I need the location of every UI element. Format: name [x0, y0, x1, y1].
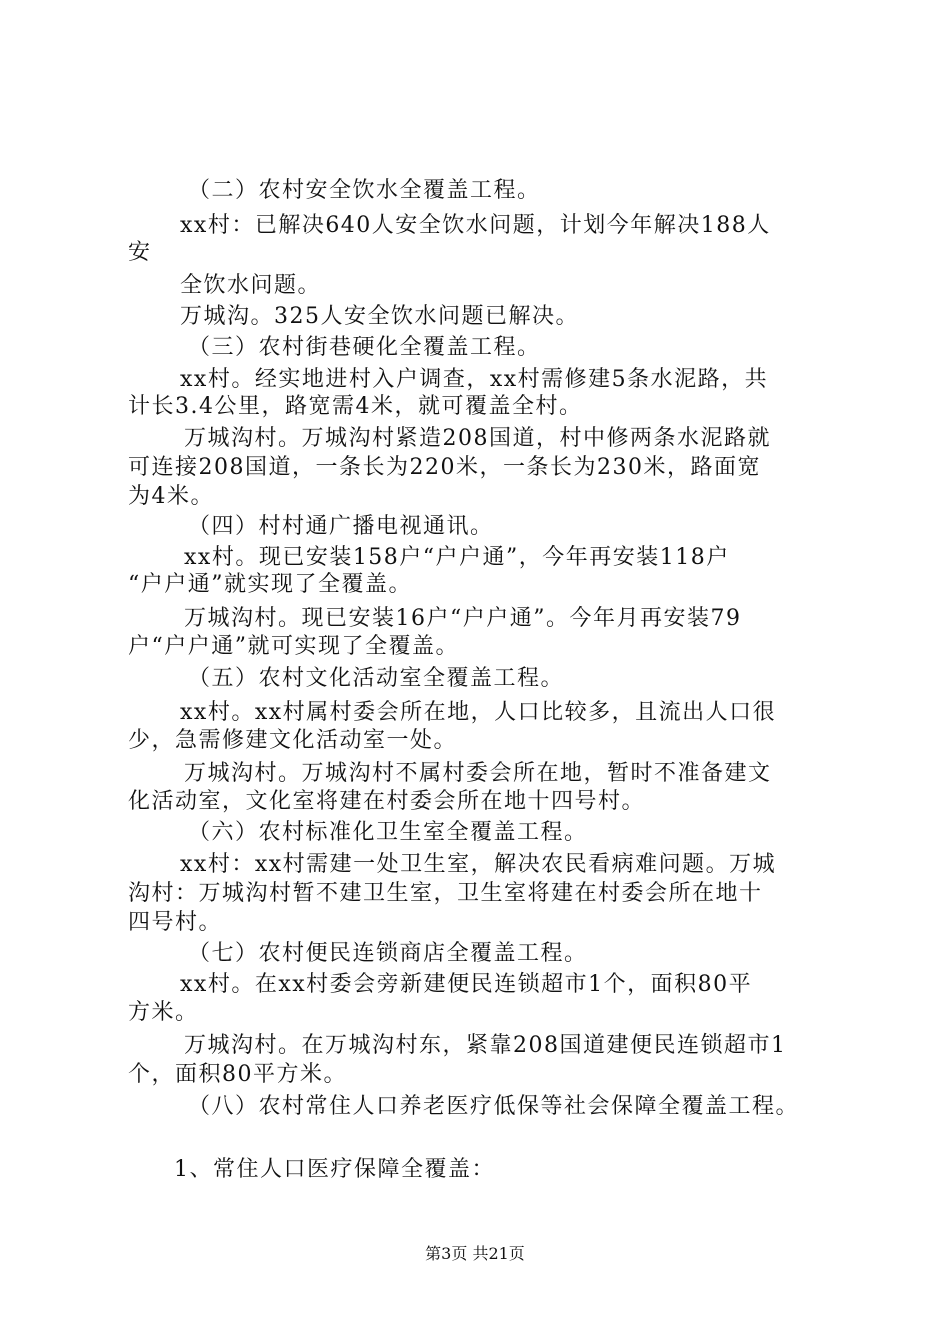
- paragraph-line: xx村。现已安装158户“户户通”，今年再安装118户: [184, 545, 730, 570]
- paragraph-line: 四号村。: [128, 910, 223, 935]
- paragraph-line: 万城沟村。现已安装16户“户户通”。今年月再安装79: [184, 606, 742, 631]
- paragraph-line: 全饮水问题。: [180, 273, 322, 298]
- section-heading-3: （三）农村街巷硬化全覆盖工程。: [188, 335, 541, 360]
- subsection-heading: 1、常住人口医疗保障全覆盖：: [174, 1157, 495, 1182]
- paragraph-line: 户“户户通”就可实现了全覆盖。: [128, 634, 459, 659]
- paragraph-line: 万城沟。325人安全饮水问题已解决。: [180, 304, 579, 329]
- section-heading-8: （八）农村常住人口养老医疗低保等社会保障全覆盖工程。: [188, 1094, 800, 1119]
- section-heading-7: （七）农村便民连锁商店全覆盖工程。: [188, 941, 588, 966]
- paragraph-line: 方米。: [128, 1000, 199, 1025]
- paragraph-line: xx村：已解决640人安全饮水问题，计划今年解决188人: [180, 213, 771, 238]
- paragraph-line: 少，急需修建文化活动室一处。: [128, 728, 458, 753]
- paragraph-line: xx村。xx村属村委会所在地，人口比较多，且流出人口很: [180, 700, 777, 725]
- paragraph-line: “户户通”就实现了全覆盖。: [128, 572, 412, 597]
- paragraph-line: 计长3.4公里，路宽需4米，就可覆盖全村。: [128, 394, 583, 419]
- paragraph-line: 个，面积80平方米。: [128, 1062, 347, 1087]
- paragraph-line: xx村。在xx村委会旁新建便民连锁超市1个，面积80平: [180, 972, 753, 997]
- paragraph-line: xx村：xx村需建一处卫生室，解决农民看病难问题。万城: [180, 852, 777, 877]
- section-heading-4: （四）村村通广播电视通讯。: [188, 514, 494, 539]
- paragraph-line: 沟村：万城沟村暂不建卫生室，卫生室将建在村委会所在地十: [128, 881, 763, 906]
- paragraph-line: xx村。经实地进村入户调查，xx村需修建5条水泥路，共: [180, 367, 769, 392]
- paragraph-line: 化活动室，文化室将建在村委会所在地十四号村。: [128, 789, 646, 814]
- section-heading-2: （二）农村安全饮水全覆盖工程。: [188, 178, 541, 203]
- section-heading-6: （六）农村标准化卫生室全覆盖工程。: [188, 820, 588, 845]
- paragraph-line: 万城沟村。在万城沟村东，紧靠208国道建便民连锁超市1: [184, 1033, 787, 1058]
- paragraph-line: 万城沟村。万城沟村不属村委会所在地，暂时不准备建文: [184, 761, 772, 786]
- page-number-footer: 第3页 共21页: [425, 1244, 525, 1263]
- paragraph-line: 万城沟村。万城沟村紧造208国道，村中修两条水泥路就: [184, 426, 771, 451]
- section-heading-5: （五）农村文化活动室全覆盖工程。: [188, 666, 565, 691]
- paragraph-line: 可连接208国道，一条长为220米，一条长为230米，路面宽: [128, 455, 761, 480]
- paragraph-line: 为4米。: [128, 484, 214, 509]
- paragraph-line: 安: [128, 240, 152, 265]
